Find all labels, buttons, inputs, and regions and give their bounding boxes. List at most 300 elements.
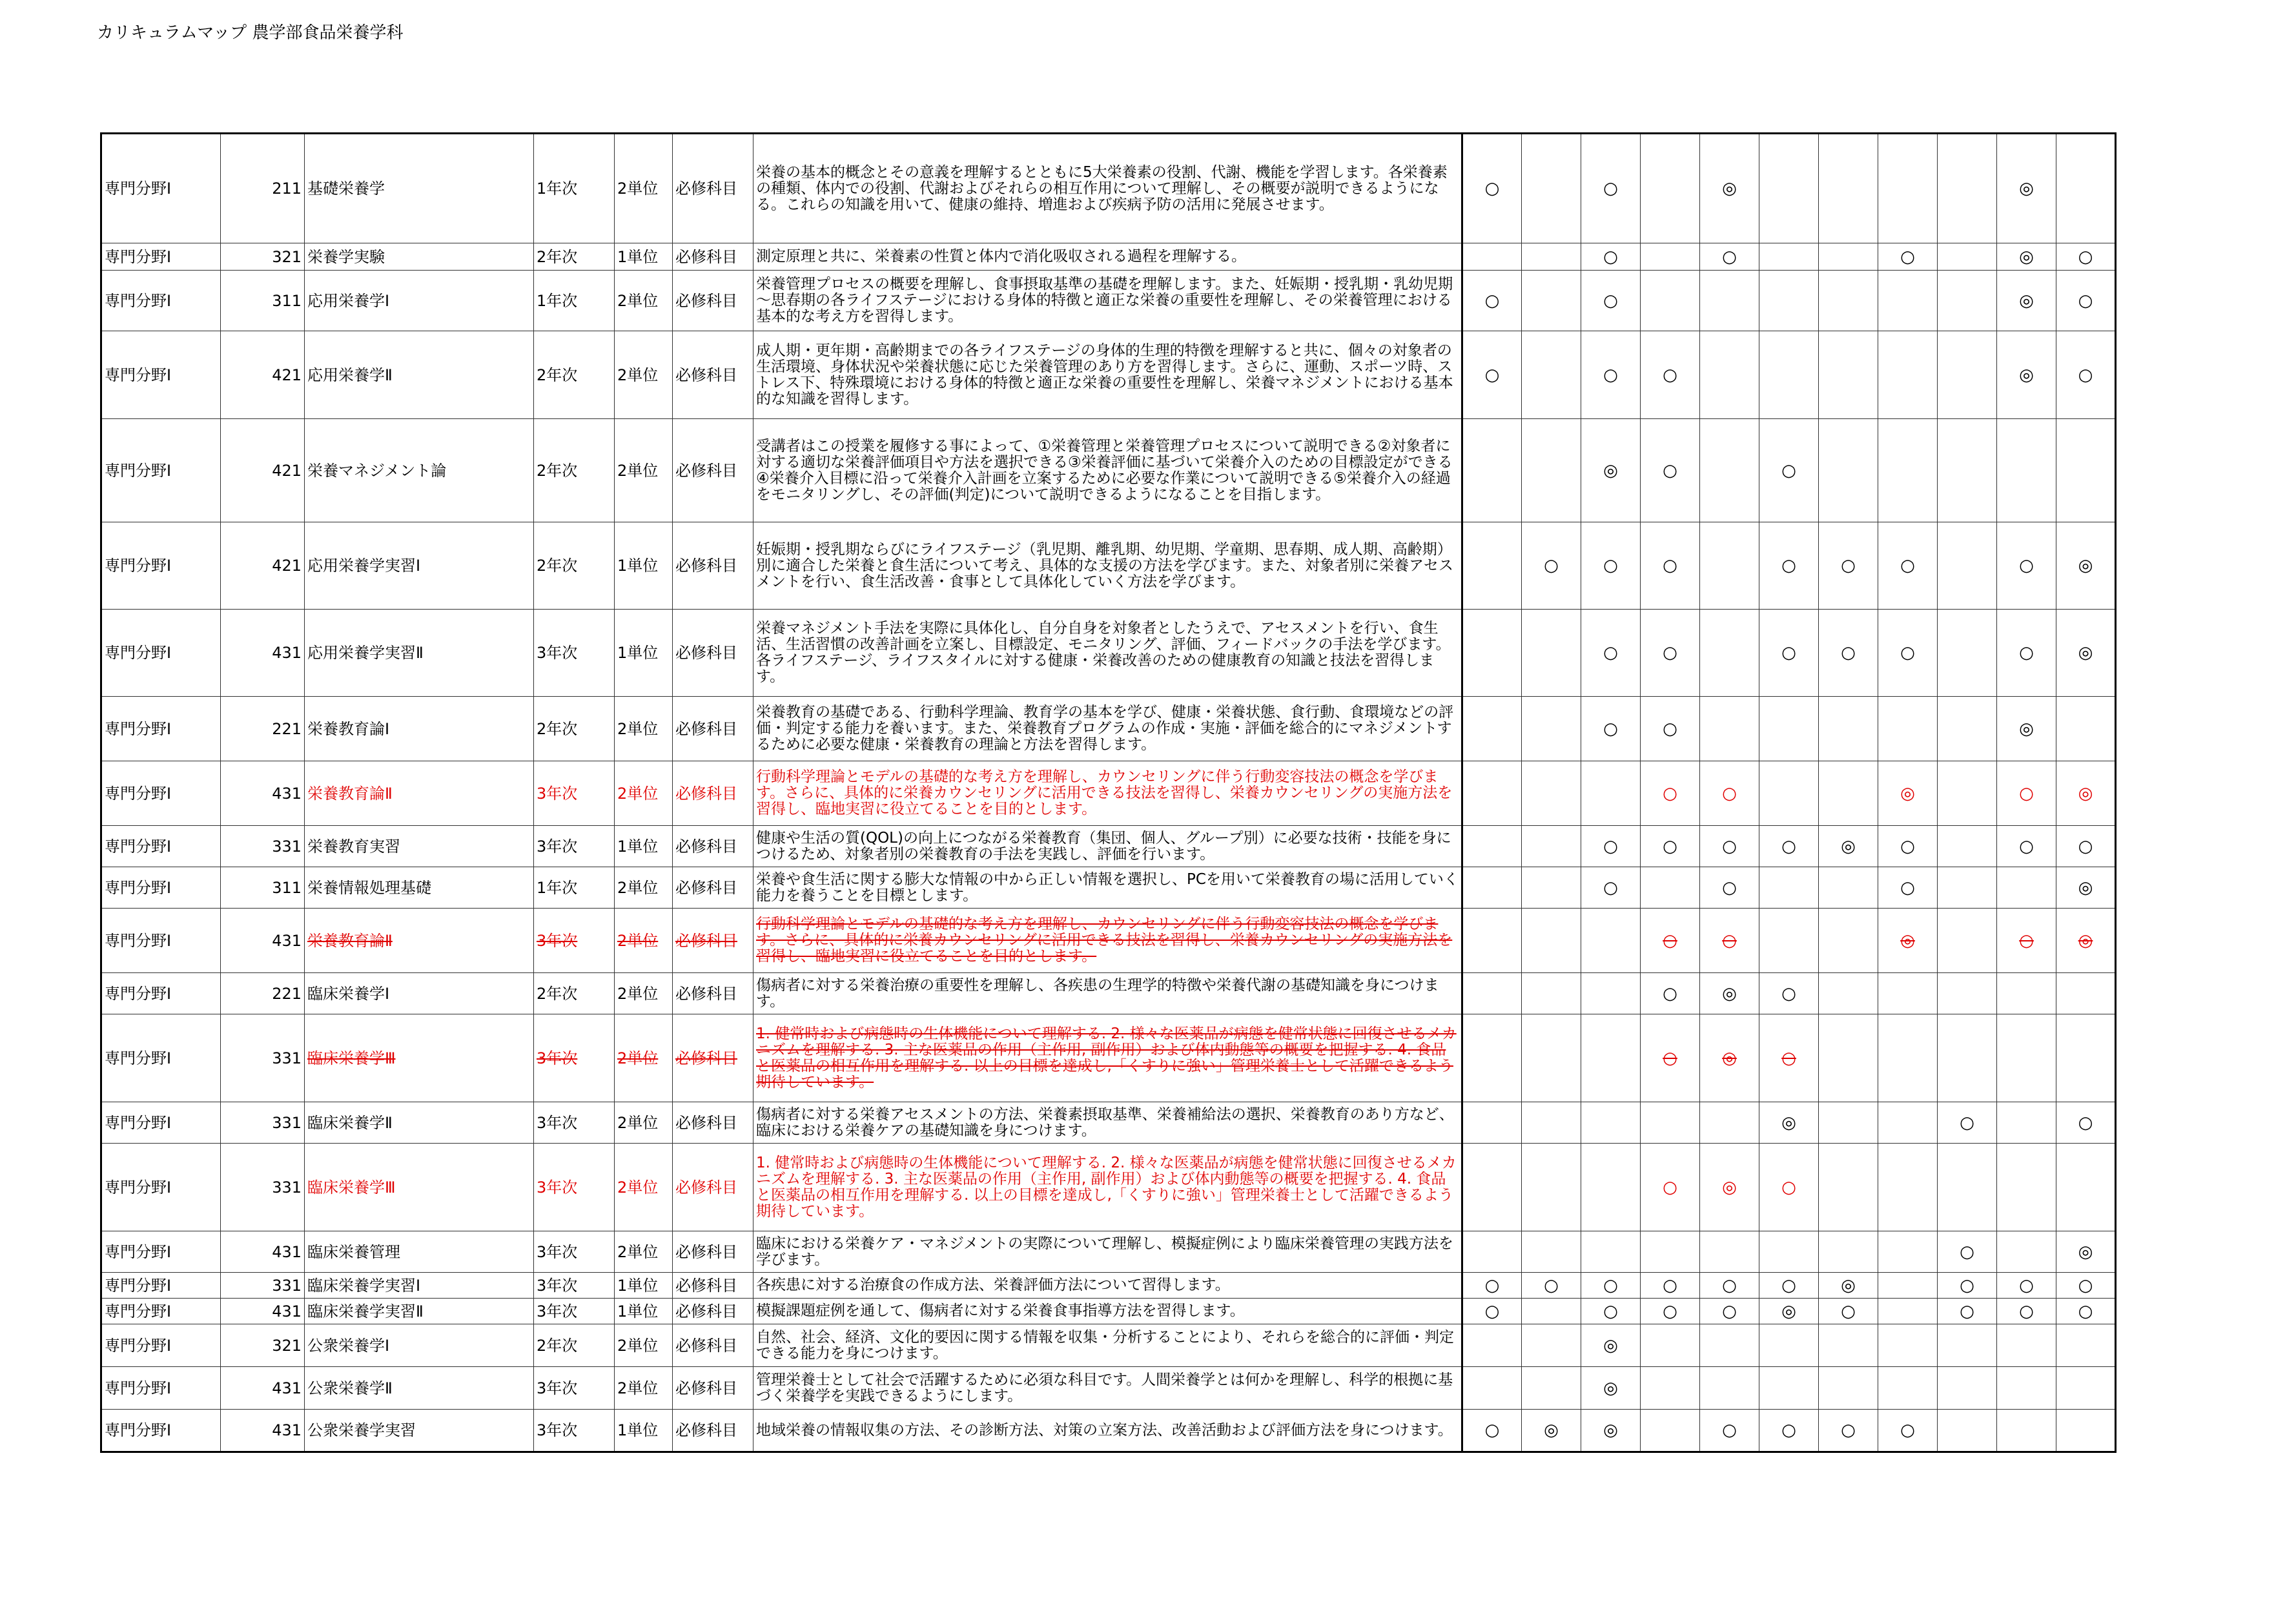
competency-mark-cell xyxy=(1759,331,1819,419)
competency-mark: ○ xyxy=(1781,836,1796,856)
competency-mark-cell xyxy=(1522,1231,1581,1273)
description-cell xyxy=(753,1410,1462,1452)
course-name-cell xyxy=(305,1014,534,1102)
competency-mark: ○ xyxy=(1663,930,1677,951)
competency-mark-cell xyxy=(1462,1367,1522,1410)
competency-mark-cell xyxy=(1997,826,2056,867)
description-cell xyxy=(753,1231,1462,1273)
description-text: 傷病者に対する栄養治療の重要性を理解し、各疾患の生理学的特徴や栄養代謝の基礎知識を身につけます。 xyxy=(756,976,1439,1010)
course-code-text: 331 xyxy=(272,1113,302,1132)
year-text: 3年次 xyxy=(537,1302,578,1321)
units-text: 2単位 xyxy=(617,1113,659,1132)
field-cell xyxy=(101,1367,221,1410)
competency-mark: ○ xyxy=(1603,719,1618,739)
units-cell xyxy=(615,1102,673,1144)
competency-mark-cell xyxy=(1581,331,1641,419)
competency-mark-cell xyxy=(1462,522,1522,610)
competency-mark: ◎ xyxy=(2019,179,2034,198)
competency-mark-cell xyxy=(1878,1324,1938,1367)
units-cell xyxy=(615,134,673,243)
course-name-cell xyxy=(305,134,534,243)
competency-mark: ○ xyxy=(1841,556,1856,575)
field-text: 専門分野Ⅰ xyxy=(105,931,172,950)
competency-mark-cell xyxy=(1997,1367,2056,1410)
competency-mark-cell xyxy=(1878,1231,1938,1273)
competency-mark-cell xyxy=(1819,1231,1878,1273)
field-text: 専門分野Ⅰ xyxy=(105,1379,172,1397)
competency-mark-cell xyxy=(1700,1231,1759,1273)
competency-mark: ○ xyxy=(1841,643,1856,663)
requirement-text: 必修科目 xyxy=(675,837,737,856)
year-text: 2年次 xyxy=(537,984,578,1003)
course-code-cell xyxy=(221,419,305,522)
competency-mark-cell xyxy=(1522,867,1581,909)
course-code-text: 311 xyxy=(272,878,302,897)
course-code-text: 421 xyxy=(272,461,302,480)
competency-mark: ○ xyxy=(2078,1113,2093,1133)
year-cell xyxy=(534,1367,615,1410)
year-cell xyxy=(534,909,615,973)
competency-mark-cell xyxy=(2056,697,2116,761)
competency-mark-cell xyxy=(1581,867,1641,909)
field-text: 専門分野Ⅰ xyxy=(105,984,172,1003)
year-text: 1年次 xyxy=(537,878,578,897)
competency-mark-cell xyxy=(1522,271,1581,331)
competency-mark: ○ xyxy=(1663,556,1677,575)
field-text: 専門分野Ⅰ xyxy=(105,180,172,198)
competency-mark-cell xyxy=(1878,243,1938,271)
year-text: 3年次 xyxy=(537,644,578,662)
competency-mark: ○ xyxy=(1960,1301,1974,1321)
year-text: 3年次 xyxy=(537,784,578,803)
requirement-text: 必修科目 xyxy=(675,461,737,480)
course-name-cell xyxy=(305,419,534,522)
course-code-text: 431 xyxy=(272,1379,302,1397)
year-cell xyxy=(534,271,615,331)
table-row xyxy=(101,271,2116,331)
competency-mark-cell xyxy=(1938,1144,1997,1231)
requirement-cell xyxy=(673,271,753,331)
competency-mark-cell xyxy=(1938,1273,1997,1299)
competency-mark-cell xyxy=(1641,697,1700,761)
competency-mark: ◎ xyxy=(2078,878,2093,898)
competency-mark: ○ xyxy=(1722,836,1737,856)
competency-mark-cell xyxy=(1997,1273,2056,1299)
units-cell xyxy=(615,1299,673,1324)
competency-mark-cell xyxy=(1700,1014,1759,1102)
course-code-cell xyxy=(221,867,305,909)
course-code-text: 211 xyxy=(272,180,302,198)
competency-mark-cell xyxy=(2056,1102,2116,1144)
requirement-cell xyxy=(673,243,753,271)
competency-mark-cell xyxy=(1641,522,1700,610)
competency-mark-cell xyxy=(1641,134,1700,243)
competency-mark-cell xyxy=(1997,1410,2056,1452)
competency-mark: ◎ xyxy=(2019,247,2034,267)
competency-mark-cell xyxy=(1997,909,2056,973)
requirement-cell xyxy=(673,522,753,610)
field-text: 専門分野Ⅰ xyxy=(105,1336,172,1355)
field-cell xyxy=(101,761,221,826)
units-cell xyxy=(615,973,673,1014)
requirement-text: 必修科目 xyxy=(675,1421,737,1439)
course-name-text: 公衆栄養学Ⅱ xyxy=(307,1379,393,1397)
competency-mark: ○ xyxy=(1781,1177,1796,1197)
field-cell xyxy=(101,419,221,522)
competency-mark: ○ xyxy=(1900,643,1915,663)
units-text: 2単位 xyxy=(617,1336,659,1355)
units-cell xyxy=(615,1367,673,1410)
competency-mark: ○ xyxy=(1722,1301,1737,1321)
competency-mark-cell xyxy=(1581,419,1641,522)
competency-mark-cell xyxy=(1641,1273,1700,1299)
field-cell xyxy=(101,1410,221,1452)
competency-mark-cell xyxy=(1462,271,1522,331)
competency-mark: ○ xyxy=(1781,1421,1796,1440)
course-code-cell xyxy=(221,243,305,271)
curriculum-table xyxy=(100,132,2117,1453)
table-row xyxy=(101,826,2116,867)
competency-mark: ○ xyxy=(1781,1048,1796,1068)
competency-mark-cell xyxy=(1700,610,1759,697)
units-cell xyxy=(615,697,673,761)
description-text: 1. 健常時および病態時の生体機能について理解する. 2. 様々な医薬品が病態を健常状態に回復させるメカニズムを理解する. 3. 主な医薬品の作用（主作用, 副作用）および体内動態等の概要を把握する. 4. 食品と医薬品の相互作用を理解する. 以上の目標を達成し,「くすりに強い」管理栄養士として活躍できるよう期待しています。 xyxy=(756,1025,1457,1091)
course-name-cell xyxy=(305,1410,534,1452)
competency-mark: ○ xyxy=(1960,1242,1974,1262)
competency-mark: ◎ xyxy=(1722,1177,1737,1197)
competency-mark-cell xyxy=(1938,1367,1997,1410)
competency-mark-cell xyxy=(1759,610,1819,697)
competency-mark-cell xyxy=(1878,1144,1938,1231)
competency-mark-cell xyxy=(1641,1102,1700,1144)
year-text: 3年次 xyxy=(537,1242,578,1261)
course-code-text: 331 xyxy=(272,1178,302,1197)
requirement-cell xyxy=(673,867,753,909)
field-cell xyxy=(101,1231,221,1273)
competency-mark-cell xyxy=(1700,243,1759,271)
competency-mark-cell xyxy=(2056,1410,2116,1452)
competency-mark: ○ xyxy=(2078,1301,2093,1321)
competency-mark: ○ xyxy=(1841,1301,1856,1321)
competency-mark-cell xyxy=(1700,867,1759,909)
competency-mark-cell xyxy=(1462,909,1522,973)
course-code-text: 421 xyxy=(272,365,302,384)
course-name-cell xyxy=(305,1144,534,1231)
competency-mark-cell xyxy=(1522,243,1581,271)
competency-mark-cell xyxy=(1819,243,1878,271)
competency-mark-cell xyxy=(1819,419,1878,522)
year-cell xyxy=(534,1144,615,1231)
competency-mark-cell xyxy=(1759,243,1819,271)
description-text: 傷病者に対する栄養アセスメントの方法、栄養素摂取基準、栄養補給法の選択、栄養教育のあり方など、臨床における栄養ケアの基礎知識を身につけます。 xyxy=(756,1105,1454,1139)
year-text: 1年次 xyxy=(537,291,578,310)
units-cell xyxy=(615,1273,673,1299)
course-name-text: 応用栄養学実習Ⅰ xyxy=(307,557,421,575)
year-cell xyxy=(534,419,615,522)
competency-mark: ○ xyxy=(1484,365,1500,385)
requirement-cell xyxy=(673,1299,753,1324)
competency-mark: ◎ xyxy=(1722,983,1737,1003)
requirement-cell xyxy=(673,1231,753,1273)
competency-mark-cell xyxy=(1581,1324,1641,1367)
competency-mark: ○ xyxy=(2078,291,2093,311)
competency-mark-cell xyxy=(1759,909,1819,973)
competency-mark-cell xyxy=(1581,761,1641,826)
competency-mark-cell xyxy=(1759,1299,1819,1324)
units-cell xyxy=(615,1014,673,1102)
competency-mark: ○ xyxy=(1663,783,1677,803)
competency-mark: ○ xyxy=(1603,247,1618,267)
competency-mark: ○ xyxy=(2078,247,2093,267)
competency-mark-cell xyxy=(1581,973,1641,1014)
competency-mark: ○ xyxy=(2078,836,2093,856)
table-row xyxy=(101,1144,2116,1231)
description-text: 受講者はこの授業を履修する事によって、①栄養管理と栄養管理プロセスについて説明できる②対象者に対する適切な栄養評価項目や方法を選択できる③栄養評価に基づいて栄養介入のための目標設定ができる④栄養介入目標に沿って栄養介入計画を立案するために必要な作業について説明できる⑤栄養介入の経過をモニタリングし、その評価(判定)について説明できるようになることを目指します。 xyxy=(756,437,1453,503)
competency-mark-cell xyxy=(1819,867,1878,909)
units-cell xyxy=(615,331,673,419)
competency-mark: ◎ xyxy=(1900,930,1915,951)
description-text: 管理栄養士として社会で活躍するために必須な科目です。人間栄養学とは何かを理解し、科学的根拠に基づく栄養学を実践できるようにします。 xyxy=(756,1371,1453,1404)
competency-mark: ○ xyxy=(1663,836,1677,856)
competency-mark-cell xyxy=(1997,867,2056,909)
units-text: 2単位 xyxy=(617,461,659,480)
competency-mark-cell xyxy=(1878,973,1938,1014)
table-row xyxy=(101,243,2116,271)
field-text: 専門分野Ⅰ xyxy=(105,644,172,662)
competency-mark: ○ xyxy=(1603,1275,1618,1295)
competency-mark: ○ xyxy=(1484,1301,1500,1321)
competency-mark: ○ xyxy=(1484,1421,1500,1440)
requirement-cell xyxy=(673,1273,753,1299)
competency-mark-cell xyxy=(2056,610,2116,697)
course-code-text: 221 xyxy=(272,719,302,738)
competency-mark: ○ xyxy=(1960,1113,1974,1133)
competency-mark-cell xyxy=(1462,697,1522,761)
description-text: 栄養の基本的概念とその意義を理解するとともに5大栄養素の役割、代謝、機能を学習します。各栄養素の種類、体内での役割、代謝およびそれらの相互作用について理解し、その概要が説明できるようになる。これらの知識を用いて、健康の維持、増進および疾病予防の活用に発展させます。 xyxy=(756,163,1448,213)
competency-mark-cell xyxy=(1819,1410,1878,1452)
requirement-cell xyxy=(673,697,753,761)
competency-mark-cell xyxy=(1581,522,1641,610)
description-cell xyxy=(753,1102,1462,1144)
course-code-cell xyxy=(221,826,305,867)
units-text: 1単位 xyxy=(617,247,659,266)
course-code-text: 311 xyxy=(272,291,302,310)
competency-mark-cell xyxy=(1641,1410,1700,1452)
competency-mark-cell xyxy=(1819,1144,1878,1231)
requirement-cell xyxy=(673,1324,753,1367)
table-row xyxy=(101,419,2116,522)
competency-mark-cell xyxy=(1759,134,1819,243)
competency-mark-cell xyxy=(1819,826,1878,867)
competency-mark-cell xyxy=(1819,271,1878,331)
competency-mark-cell xyxy=(2056,1273,2116,1299)
competency-mark-cell xyxy=(1878,1367,1938,1410)
competency-mark-cell xyxy=(1522,909,1581,973)
course-code-cell xyxy=(221,1324,305,1367)
competency-mark-cell xyxy=(2056,522,2116,610)
year-text: 3年次 xyxy=(537,1276,578,1295)
field-cell xyxy=(101,867,221,909)
competency-mark-cell xyxy=(1759,1273,1819,1299)
competency-mark-cell xyxy=(1938,1014,1997,1102)
competency-mark: ○ xyxy=(1484,1275,1500,1295)
units-cell xyxy=(615,610,673,697)
field-cell xyxy=(101,1324,221,1367)
description-text: 栄養管理プロセスの概要を理解し、食事摂取基準の基礎を理解します。また、妊娠期・授乳期・乳幼児期～思春期の各ライフステージにおける身体的特徴と適正な栄養の重要性を理解し、その栄養管理における基本的な考え方を習得します。 xyxy=(756,276,1453,325)
competency-mark-cell xyxy=(1938,134,1997,243)
units-text: 2単位 xyxy=(617,1242,659,1261)
competency-mark-cell xyxy=(1462,243,1522,271)
field-cell xyxy=(101,331,221,419)
course-name-text: 栄養マネジメント論 xyxy=(307,461,447,480)
competency-mark-cell xyxy=(1641,826,1700,867)
units-text: 1単位 xyxy=(617,1276,659,1295)
competency-mark-cell xyxy=(1700,522,1759,610)
table-row xyxy=(101,1014,2116,1102)
requirement-text: 必修科目 xyxy=(675,878,737,897)
requirement-text: 必修科目 xyxy=(675,719,737,738)
competency-mark-cell xyxy=(1938,1410,1997,1452)
year-text: 1年次 xyxy=(537,180,578,198)
competency-mark-cell xyxy=(1878,1410,1938,1452)
course-code-text: 331 xyxy=(272,1276,302,1295)
table-row xyxy=(101,909,2116,973)
competency-mark-cell xyxy=(1997,1014,2056,1102)
units-text: 2単位 xyxy=(617,878,659,897)
year-cell xyxy=(534,1014,615,1102)
competency-mark-cell xyxy=(1462,761,1522,826)
course-name-text: 基礎栄養学 xyxy=(307,180,385,198)
competency-mark: ◎ xyxy=(1603,460,1618,480)
year-cell xyxy=(534,1324,615,1367)
competency-mark-cell xyxy=(1581,1273,1641,1299)
course-name-cell xyxy=(305,610,534,697)
competency-mark: ○ xyxy=(1722,930,1737,951)
course-name-cell xyxy=(305,1324,534,1367)
competency-mark: ○ xyxy=(1722,783,1737,803)
year-text: 3年次 xyxy=(537,837,578,856)
description-text: 1. 健常時および病態時の生体機能について理解する. 2. 様々な医薬品が病態を健常状態に回復させるメカニズムを理解する. 3. 主な医薬品の作用（主作用, 副作用）および体内動態等の概要を把握する. 4. 食品と医薬品の相互作用を理解する. 以上の目標を達成し,「くすりに強い」管理栄養士として活躍できるよう期待しています。 xyxy=(756,1154,1457,1220)
competency-mark-cell xyxy=(1938,973,1997,1014)
competency-mark: ○ xyxy=(1663,1301,1677,1321)
competency-mark-cell xyxy=(1641,1367,1700,1410)
year-text: 3年次 xyxy=(537,1379,578,1397)
competency-mark-cell xyxy=(1759,1102,1819,1144)
year-cell xyxy=(534,1410,615,1452)
competency-mark-cell xyxy=(1522,697,1581,761)
competency-mark-cell xyxy=(2056,973,2116,1014)
competency-mark-cell xyxy=(1938,761,1997,826)
year-cell xyxy=(534,1102,615,1144)
competency-mark: ◎ xyxy=(1603,1378,1618,1398)
year-cell xyxy=(534,973,615,1014)
course-name-text: 栄養教育論Ⅱ xyxy=(307,931,393,950)
competency-mark-cell xyxy=(1700,134,1759,243)
requirement-text: 必修科目 xyxy=(675,1302,737,1321)
table-row xyxy=(101,610,2116,697)
course-name-cell xyxy=(305,271,534,331)
course-name-text: 栄養教育実習 xyxy=(307,837,400,856)
competency-mark-cell xyxy=(1700,1144,1759,1231)
units-text: 2単位 xyxy=(617,291,659,310)
field-text: 専門分野Ⅰ xyxy=(105,1178,172,1197)
competency-mark-cell xyxy=(1759,419,1819,522)
competency-mark: ○ xyxy=(1603,556,1618,575)
competency-mark-cell xyxy=(1700,271,1759,331)
description-cell xyxy=(753,610,1462,697)
competency-mark: ○ xyxy=(1484,179,1500,198)
description-cell xyxy=(753,271,1462,331)
requirement-text: 必修科目 xyxy=(675,365,737,384)
competency-mark-cell xyxy=(1819,331,1878,419)
requirement-text: 必修科目 xyxy=(675,291,737,310)
course-name-text: 臨床栄養学実習Ⅰ xyxy=(307,1276,421,1295)
competency-mark-cell xyxy=(2056,826,2116,867)
competency-mark: ○ xyxy=(1841,1421,1856,1440)
description-cell xyxy=(753,134,1462,243)
competency-mark-cell xyxy=(1878,867,1938,909)
competency-mark: ○ xyxy=(1603,365,1618,385)
field-cell xyxy=(101,1014,221,1102)
competency-mark-cell xyxy=(1462,134,1522,243)
competency-mark-cell xyxy=(1878,826,1938,867)
year-text: 3年次 xyxy=(537,1178,578,1197)
competency-mark-cell xyxy=(1997,761,2056,826)
field-cell xyxy=(101,271,221,331)
year-cell xyxy=(534,134,615,243)
units-text: 2単位 xyxy=(617,1049,659,1067)
competency-mark: ○ xyxy=(1722,1421,1737,1440)
competency-mark-cell xyxy=(1581,1014,1641,1102)
competency-mark: ○ xyxy=(1603,643,1618,663)
field-cell xyxy=(101,610,221,697)
description-cell xyxy=(753,1144,1462,1231)
requirement-text: 必修科目 xyxy=(675,180,737,198)
competency-mark-cell xyxy=(1938,1231,1997,1273)
competency-mark-cell xyxy=(1522,522,1581,610)
table-row xyxy=(101,1102,2116,1144)
course-name-cell xyxy=(305,697,534,761)
units-cell xyxy=(615,867,673,909)
competency-mark-cell xyxy=(1462,1410,1522,1452)
competency-mark-cell xyxy=(1641,271,1700,331)
units-cell xyxy=(615,761,673,826)
competency-mark-cell xyxy=(1759,697,1819,761)
course-name-cell xyxy=(305,243,534,271)
course-name-text: 臨床栄養学Ⅰ xyxy=(307,984,390,1003)
units-text: 2単位 xyxy=(617,365,659,384)
field-text: 専門分野Ⅰ xyxy=(105,1242,172,1261)
competency-mark-cell xyxy=(1700,1410,1759,1452)
competency-mark-cell xyxy=(1938,419,1997,522)
year-cell xyxy=(534,761,615,826)
competency-mark-cell xyxy=(1641,1014,1700,1102)
competency-mark-cell xyxy=(2056,419,2116,522)
course-code-cell xyxy=(221,909,305,973)
competency-mark-cell xyxy=(1700,1102,1759,1144)
competency-mark-cell xyxy=(1759,867,1819,909)
competency-mark: ○ xyxy=(1781,556,1796,575)
units-text: 2単位 xyxy=(617,784,659,803)
course-code-cell xyxy=(221,522,305,610)
competency-mark-cell xyxy=(1878,1014,1938,1102)
description-cell xyxy=(753,1367,1462,1410)
units-text: 2単位 xyxy=(617,931,659,950)
competency-mark-cell xyxy=(1522,331,1581,419)
competency-mark: ○ xyxy=(1603,291,1618,311)
competency-mark-cell xyxy=(2056,1144,2116,1231)
course-code-text: 421 xyxy=(272,557,302,575)
